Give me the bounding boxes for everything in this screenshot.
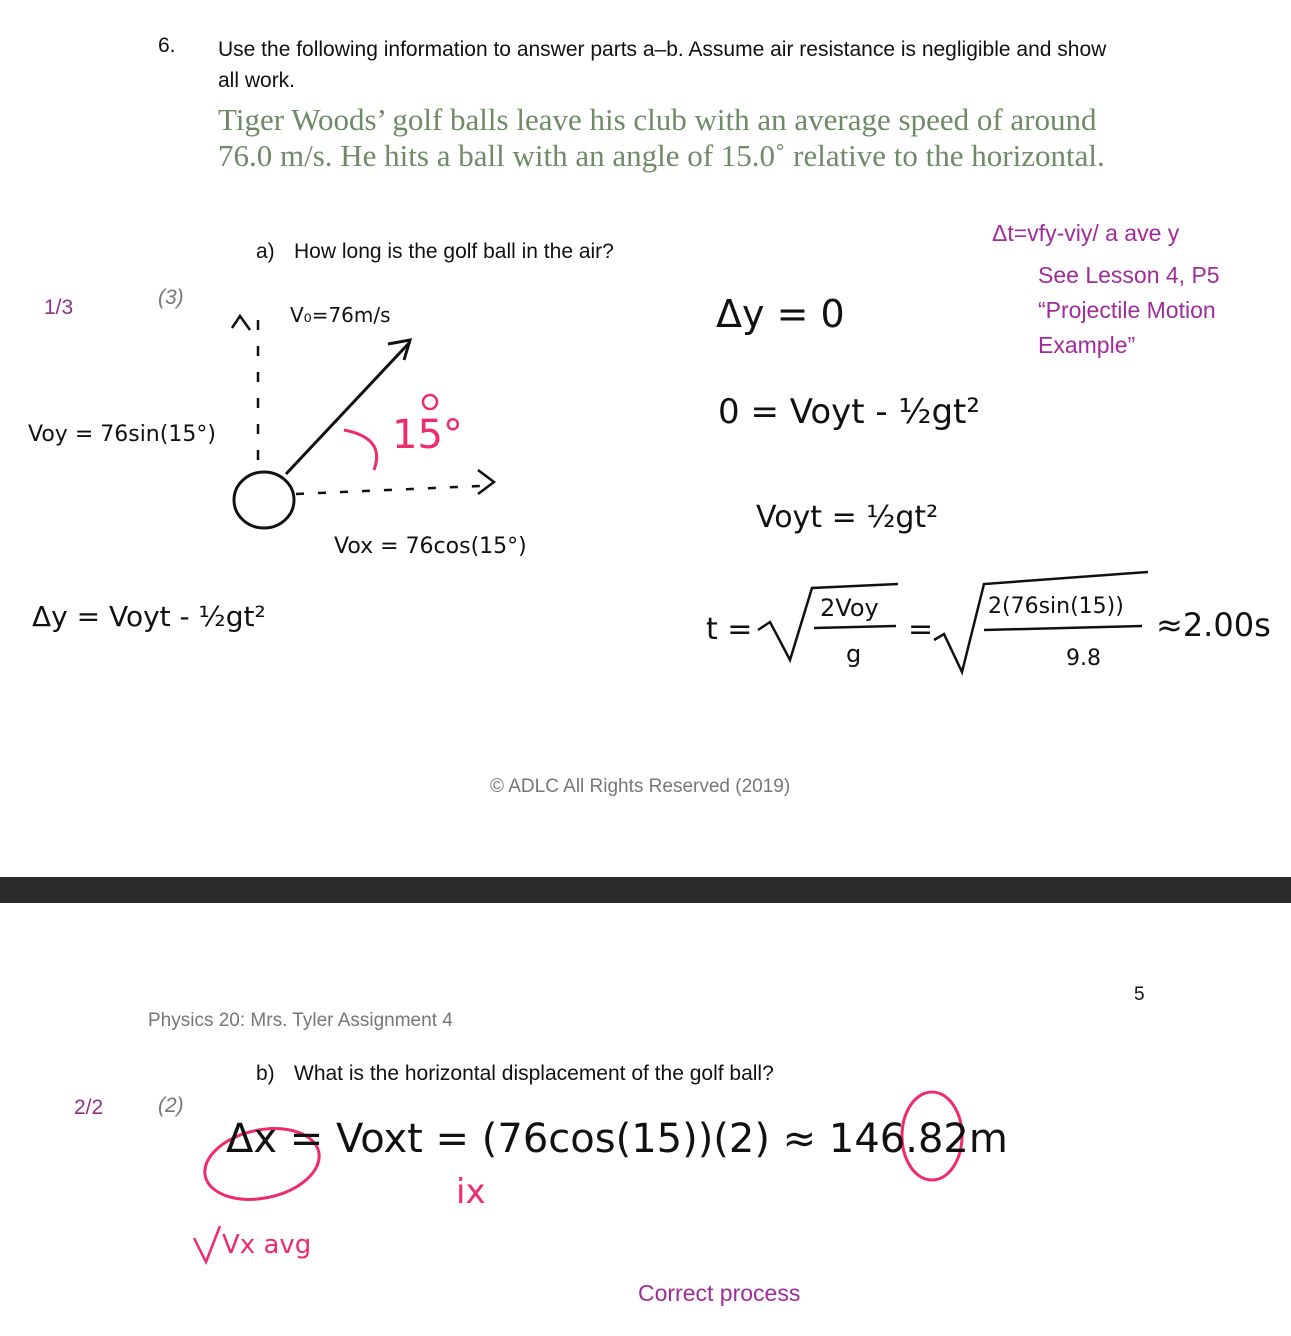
page-header: Physics 20: Mrs. Tyler Assignment 4 — [148, 1010, 453, 1031]
fraction-1-numerator: 2Voy — [820, 594, 879, 622]
vertical-arrow-head — [232, 316, 250, 330]
page-number: 5 — [1134, 984, 1145, 1005]
fraction-2-denominator: 9.8 — [1066, 646, 1101, 671]
part-a-label: a) — [256, 240, 275, 263]
question-number: 6. — [158, 34, 176, 57]
time-result: ≈2.00s — [1156, 606, 1271, 644]
voyt-equation: Voyt = ½gt² — [756, 500, 939, 535]
horizontal-arrow-head — [478, 470, 494, 494]
part-b-total-marks: (2) — [158, 1094, 184, 1117]
part-b-question: What is the horizontal displacement of the golf ball? — [294, 1062, 774, 1085]
zero-equation: 0 = Voyt - ½gt² — [718, 392, 980, 432]
horizontal-displacement-equation: Δx = Voxt = (76cos(15))(2) ≈ 146.82m — [226, 1116, 1008, 1162]
sqrt-sign-2 — [934, 572, 1148, 672]
golf-ball — [234, 472, 294, 528]
fraction-2-numerator: 2(76sin(15)) — [988, 594, 1124, 619]
fraction-bar-1 — [814, 626, 896, 628]
initial-velocity-label: V₀=76m/s — [290, 303, 391, 327]
vertical-displacement-formula: Δy = Voyt - ½gt² — [32, 600, 266, 633]
part-b-label: b) — [256, 1062, 275, 1085]
annotation-vx-avg: Vx avg — [222, 1230, 312, 1260]
annotation-ix: ix — [456, 1172, 486, 1212]
angle-arc — [344, 430, 377, 470]
equals-sign: = — [908, 612, 934, 647]
teacher-comment-reference: See Lesson 4, P5 “Projectile Motion Example” — [1038, 262, 1220, 358]
vertical-component-label: Voy = 76sin(15°) — [28, 422, 216, 447]
copyright-footer: © ADLC All Rights Reserved (2019) — [490, 776, 791, 797]
vavg-check — [194, 1226, 220, 1262]
part-a-total-marks: (3) — [158, 286, 184, 309]
time-lhs: t = — [706, 612, 753, 647]
launch-angle-label: 15° — [392, 412, 463, 458]
question-instructions: Use the following information to answer parts a–b. Assume air resistance is negligible and show all work. — [218, 38, 1107, 92]
part-a-score: 1/3 — [44, 296, 74, 319]
horizontal-component-label: Vox = 76cos(15°) — [334, 534, 527, 559]
fraction-bar-2 — [984, 626, 1142, 630]
part-a-question: How long is the golf ball in the air? — [294, 240, 614, 263]
teacher-comment-correct: Correct process — [638, 1280, 801, 1306]
launch-arrow-head — [388, 340, 410, 360]
page-divider — [0, 877, 1291, 903]
part-b-score: 2/2 — [74, 1096, 104, 1119]
horizontal-velocity-axis — [296, 486, 480, 494]
displacement-zero: Δy = 0 — [716, 292, 845, 336]
degree-mark — [423, 395, 437, 409]
teacher-comment-formula: Δt=vfy-viy/ a ave y — [992, 220, 1180, 246]
question-passage: Tiger Woods’ golf balls leave his club with an average speed of around 76.0 m/s. He hits a ball with an angle of 15.0˚ relative to the horizontal. — [218, 102, 1105, 173]
fraction-1-denominator: g — [846, 640, 862, 668]
